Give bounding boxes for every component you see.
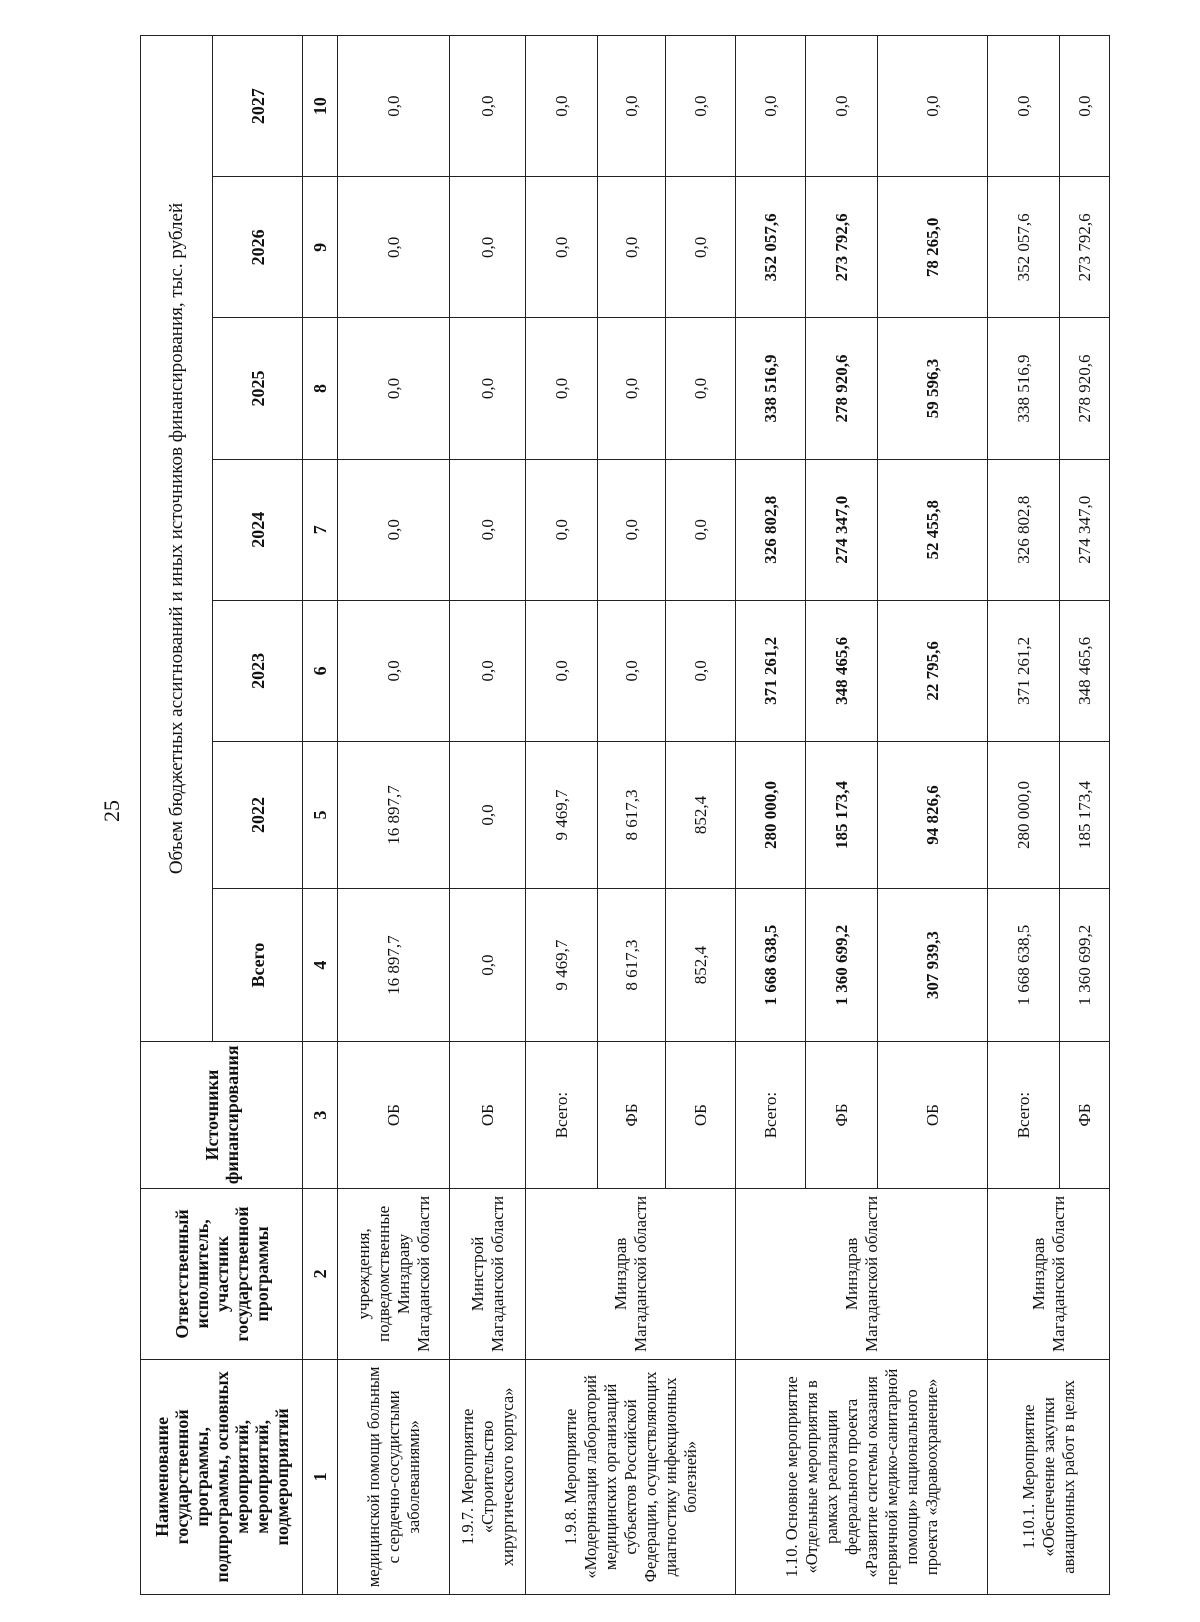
financing-source: Всего: xyxy=(736,1042,806,1189)
amount-cell: 0,0 xyxy=(450,600,526,741)
header-name: Наименование государственной программы, подпрограммы, основных мероприятий, мероприятий, подмероприятий xyxy=(141,1359,303,1594)
amount-cell: 0,0 xyxy=(666,318,736,459)
amount-cell: 371 261,2 xyxy=(736,600,806,741)
activity-name: медицинской помощи больным с сердечно-сосудистыми заболеваниями» xyxy=(338,1359,450,1594)
table-row xyxy=(736,36,806,1595)
amount-cell: 0,0 xyxy=(1060,36,1110,177)
amount-cell: 0,0 xyxy=(338,318,450,459)
amount-cell: 0,0 xyxy=(526,177,598,318)
amount-cell: 22 795,6 xyxy=(878,600,988,741)
column-number: 3 xyxy=(303,1042,338,1189)
amount-cell: 0,0 xyxy=(598,459,666,600)
amount-cell: 0,0 xyxy=(338,177,450,318)
amount-cell: 273 792,6 xyxy=(806,177,878,318)
amount-cell: 338 516,9 xyxy=(736,318,806,459)
table-row xyxy=(526,36,598,1595)
header-year: 2022 xyxy=(213,742,303,889)
amount-cell: 0,0 xyxy=(666,600,736,741)
responsible-executor: Минздрав Магаданской области xyxy=(988,1189,1110,1360)
amount-cell: 371 261,2 xyxy=(988,600,1060,741)
amount-cell: 16 897,7 xyxy=(338,889,450,1042)
amount-cell: 0,0 xyxy=(736,36,806,177)
column-number: 6 xyxy=(303,600,338,741)
amount-cell: 0,0 xyxy=(450,177,526,318)
amount-cell: 0,0 xyxy=(450,889,526,1042)
financing-source: Всего: xyxy=(526,1042,598,1189)
financing-source: ФБ xyxy=(806,1042,878,1189)
column-number: 7 xyxy=(303,459,338,600)
header-year: 2026 xyxy=(213,177,303,318)
amount-cell: 0,0 xyxy=(598,600,666,741)
amount-cell: 852,4 xyxy=(666,889,736,1042)
amount-cell: 94 826,6 xyxy=(878,742,988,889)
header-year: 2023 xyxy=(213,600,303,741)
amount-cell: 0,0 xyxy=(450,742,526,889)
amount-cell: 0,0 xyxy=(450,318,526,459)
amount-cell: 348 465,6 xyxy=(1060,600,1110,741)
amount-cell: 0,0 xyxy=(526,600,598,741)
amount-cell: 8 617,3 xyxy=(598,742,666,889)
amount-cell: 307 939,3 xyxy=(878,889,988,1042)
amount-cell: 278 920,6 xyxy=(806,318,878,459)
amount-cell: 0,0 xyxy=(338,600,450,741)
amount-cell: 1 360 699,2 xyxy=(1060,889,1110,1042)
responsible-executor: Минздрав Магаданской области xyxy=(526,1189,736,1360)
amount-cell: 0,0 xyxy=(598,177,666,318)
amount-cell: 274 347,0 xyxy=(1060,459,1110,600)
amount-cell: 1 360 699,2 xyxy=(806,889,878,1042)
amount-cell: 0,0 xyxy=(526,36,598,177)
column-number: 8 xyxy=(303,318,338,459)
header-year: 2024 xyxy=(213,459,303,600)
column-number: 4 xyxy=(303,889,338,1042)
amount-cell: 280 000,0 xyxy=(736,742,806,889)
column-number: 5 xyxy=(303,742,338,889)
amount-cell: 9 469,7 xyxy=(526,889,598,1042)
amount-cell: 185 173,4 xyxy=(1060,742,1110,889)
amount-cell: 16 897,7 xyxy=(338,742,450,889)
responsible-executor: Минстрой Магаданской области xyxy=(450,1189,526,1360)
amount-cell: 0,0 xyxy=(806,36,878,177)
table-row xyxy=(988,36,1060,1595)
header-financing: Объем бюджетных ассигнований и иных источников финансирования, тыс. рублей xyxy=(141,36,213,1042)
header-responsible: Ответственный исполнитель, участник государственной программы xyxy=(141,1189,303,1360)
header-year: Всего xyxy=(213,889,303,1042)
header-year: 2025 xyxy=(213,318,303,459)
amount-cell: 0,0 xyxy=(666,177,736,318)
financing-source: ОБ xyxy=(666,1042,736,1189)
page-number: 25 xyxy=(99,800,124,822)
table-row xyxy=(338,36,450,1595)
amount-cell: 0,0 xyxy=(526,318,598,459)
amount-cell: 52 455,8 xyxy=(878,459,988,600)
amount-cell: 348 465,6 xyxy=(806,600,878,741)
column-number: 1 xyxy=(303,1359,338,1594)
header-source: Источники финансирования xyxy=(141,1042,303,1189)
amount-cell: 0,0 xyxy=(598,318,666,459)
financing-source: ОБ xyxy=(878,1042,988,1189)
amount-cell: 278 920,6 xyxy=(1060,318,1110,459)
column-number: 9 xyxy=(303,177,338,318)
amount-cell: 338 516,9 xyxy=(988,318,1060,459)
amount-cell: 326 802,8 xyxy=(988,459,1060,600)
financing-source: ОБ xyxy=(338,1042,450,1189)
table-row xyxy=(450,36,526,1595)
amount-cell: 273 792,6 xyxy=(1060,177,1110,318)
amount-cell: 59 596,3 xyxy=(878,318,988,459)
amount-cell: 352 057,6 xyxy=(736,177,806,318)
amount-cell: 9 469,7 xyxy=(526,742,598,889)
column-number: 10 xyxy=(303,36,338,177)
activity-name: 1.10. Основное мероприятие «Отдельные мероприятия в рамках реализации федерального проекта «Развитие системы оказания первичной медико-санитарной помощи» национального проекта «Здравоохранение» xyxy=(736,1359,988,1594)
amount-cell: 0,0 xyxy=(666,36,736,177)
column-number: 2 xyxy=(303,1189,338,1360)
amount-cell: 274 347,0 xyxy=(806,459,878,600)
amount-cell: 1 668 638,5 xyxy=(736,889,806,1042)
amount-cell: 8 617,3 xyxy=(598,889,666,1042)
amount-cell: 0,0 xyxy=(666,459,736,600)
amount-cell: 352 057,6 xyxy=(988,177,1060,318)
amount-cell: 326 802,8 xyxy=(736,459,806,600)
financing-source: Всего: xyxy=(988,1042,1060,1189)
activity-name: 1.9.7. Мероприятие «Строительство хирургического корпуса» xyxy=(450,1359,526,1594)
amount-cell: 0,0 xyxy=(338,459,450,600)
amount-cell: 0,0 xyxy=(450,459,526,600)
financing-source: ОБ xyxy=(450,1042,526,1189)
financing-source: ФБ xyxy=(1060,1042,1110,1189)
activity-name: 1.10.1. Мероприятие «Обеспечение закупки авиационных работ в целях xyxy=(988,1359,1110,1594)
amount-cell: 0,0 xyxy=(988,36,1060,177)
amount-cell: 185 173,4 xyxy=(806,742,878,889)
activity-name: 1.9.8. Мероприятие «Модернизация лабораторий медицинских организаций субъектов Российской Федерации, осуществляющих диагностику инфекционных болезней» xyxy=(526,1359,736,1594)
amount-cell: 0,0 xyxy=(598,36,666,177)
financing-source: ФБ xyxy=(598,1042,666,1189)
header-year: 2027 xyxy=(213,36,303,177)
amount-cell: 0,0 xyxy=(878,36,988,177)
responsible-executor: учреждения, подведомственные Минздраву Магаданской области xyxy=(338,1189,450,1360)
amount-cell: 0,0 xyxy=(338,36,450,177)
amount-cell: 0,0 xyxy=(526,459,598,600)
financing-table xyxy=(140,35,1110,1595)
rotated-page-content xyxy=(140,35,1094,1595)
amount-cell: 78 265,0 xyxy=(878,177,988,318)
responsible-executor: Минздрав Магаданской области xyxy=(736,1189,988,1360)
amount-cell: 1 668 638,5 xyxy=(988,889,1060,1042)
amount-cell: 852,4 xyxy=(666,742,736,889)
amount-cell: 280 000,0 xyxy=(988,742,1060,889)
amount-cell: 0,0 xyxy=(450,36,526,177)
